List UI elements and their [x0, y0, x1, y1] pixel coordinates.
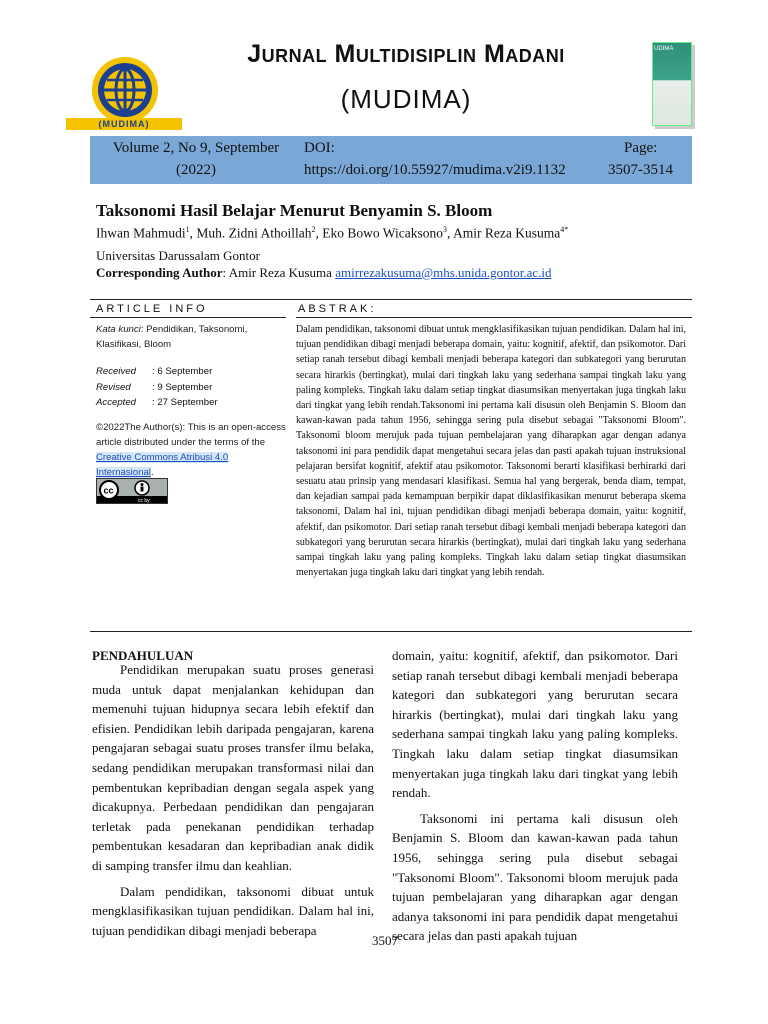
divider: [90, 317, 286, 318]
logo-label: (MUDIMA): [66, 118, 182, 130]
article-title: Taksonomi Hasil Belajar Menurut Benyamin S. Bloom: [96, 201, 493, 220]
body-column-right: [392, 646, 678, 946]
cover-text: UDIMA: [654, 46, 674, 52]
cc-by-label: cc by: [138, 498, 150, 504]
journal-abbreviation: (MUDIMA): [340, 84, 472, 114]
paragraph: Dalam pendidikan, taksonomi dibuat untuk mengklasifikasikan tujuan pendidikan. Dalam hal ini, tujuan pendidikan dibagi menjadi beberapa: [92, 883, 374, 938]
volume-info: Volume 2, No 9, September (2022): [112, 140, 280, 178]
keywords-label: Kata kunci: [96, 324, 141, 335]
license-link[interactable]: Creative Commons Atribusi 4.0 Internasional: [96, 452, 229, 478]
license-end: .: [150, 467, 154, 478]
doi-label: DOI:: [304, 140, 335, 156]
abstract-text: Dalam pendidikan, taksonomi dibuat untuk mengklasifikasikan tujuan pendidikan. Dalam hal ini, tujuan pendidikan dibagi menjadi beberapa domain, yaitu: kognitif, afektif, dan psikomotor. Dari setiap ranah tersebut dibagi kembali menjadi beberapa kategori dan subkategori yang berurutan secara hirarkis (bertingkat), mulai dari tingkah laku yang sederhana sampai tingkah laku yang paling kompleks. Tingkah laku dalam setiap tingkat diasumsikan menyertakan juga tingkah laku dari tingkat yang lebih rendah.Taksonomi ini pertama kali disusun oleh Benjamin S. Bloom dan kawan-kawan pada tahun 1956, sehingga sering pula disebut sebagai "Taksonomi Bloom". Taksonomi bloom merujuk pada tujuan pembelajaran yang diharapkan agar dengan adanya taksonomi ini para pendidik dapat mengetahui secara jelas dan pasti apakah tujuan instruksional pelajaran bersifat kognitif, afektif atau psikomotor. Taksonomi berarti klasifikasi berhirarki dari sesuatu atau prinsip yang mendasari klasifikasi. Semua hal yang bergerak, benda diam, tempat, dan kejadian sampai pada kemampuan berpikir dapat diklasifikasikan menurut beberapa skema taksonomi, Dalam hal ini, tujuan pendidikan dibagi menjadi beberapa domain, yaitu: kognitif, afektif, dan psikomotor. Dari setiap ranah tersebut dibagi kembali menjadi beberapa kategori dan subkategori yang berurutan secara hirarkis (bertingkat), mulai dari tingkah laku yang sederhana sampai tingkah laku yang paling kompleks. Tingkah laku dalam setiap tingkat diasumsikan menyertakan juga tingkah laku dari tingkat yang lebih rendah.: [296, 324, 686, 579]
author-name: Eko Bowo Wicaksono: [322, 225, 443, 241]
author-list: Ihwan Mahmudi$^1$, Muh. Zidni Athoillah$^2$, Eko Bowo Wicaksono$^3$, Amir Reza Kusuma$^{4*}$: [96, 225, 569, 241]
license-text: ©2022The Author(s): This is an open-access article distributed under the terms of the: [96, 422, 286, 448]
author-affil-mark: 1: [185, 225, 190, 234]
accepted-label: Accepted: [96, 397, 137, 408]
accepted-date: : 27 September: [152, 397, 218, 408]
article-info-heading: ARTICLE INFO: [96, 303, 208, 315]
abstract-heading: ABSTRAK:: [298, 303, 377, 315]
license-statement: [96, 420, 286, 480]
paragraph: Taksonomi ini pertama kali disusun oleh Benjamin S. Bloom dan kawan-kawan pada tahun 1956, sehingga sering pula disebut sebagai "Taksonomi Bloom". Taksonomi bloom merujuk pada tujuan pembelajaran yang diharapkan agar dengan adanya taksonomi ini para pendidik dapat mengetahui secara jelas dan pasti apakah tujuan: [392, 810, 678, 944]
author-affil-mark: 3: [442, 225, 447, 234]
paragraph: domain, yaitu: kognitif, afektif, dan psikomotor. Dari setiap ranah tersebut dibagi kembali menjadi beberapa kategori dan subkategori yang berurutan secara hirarkis (bertingkat), mulai dari tingkah laku yang sederhana sampai tingkah laku yang paling kompleks. Tingkah laku dalam setiap tingkat diasumsikan menyertakan juga tingkah laku dari tingkat yang lebih rendah.: [392, 648, 678, 801]
divider: [90, 631, 692, 632]
revised-label: Revised: [96, 381, 131, 393]
keywords: [96, 322, 282, 352]
corresponding-author-name: : Amir Reza Kusuma: [222, 265, 336, 280]
divider: [296, 317, 692, 318]
received-date: : 6 September: [152, 366, 213, 377]
revised-date: : 9 September: [152, 381, 213, 393]
author-name: Muh. Zidni Athoillah: [196, 225, 312, 241]
author-name: Amir Reza Kusuma: [452, 225, 561, 241]
author-name: Ihwan Mahmudi: [96, 225, 186, 241]
body-column-left: [92, 660, 374, 940]
divider: [90, 299, 692, 300]
paragraph: Pendidikan merupakan suatu proses generasi muda untuk dapat menjalankan kehidupan dan memenuhi tujuan hidupnya secara lebih efektif dan efisien. Pendidikan lebih daripada pengajaran, karena pengajaran sebagai suatu proses transfer ilmu belaka, sedang pendidikan merupakan transformasi nilai dan pembentukan kepribadian dengan segala aspek yang dicakupnya. Perbedaan pendidikan dan pengajaran terletak pada penekanan pendidikan terhadap pembentukan kesadaran dan kepribadian anak didik di samping transfer ilmu dan keahlian.: [92, 662, 374, 873]
received-label: Received: [96, 366, 136, 377]
author-affil-mark: 4*: [560, 225, 569, 234]
affiliation: Universitas Darussalam Gontor: [96, 248, 260, 263]
corresponding-author: [96, 265, 552, 281]
page-number: 3507: [372, 933, 398, 948]
section-heading: PENDAHULUAN: [92, 648, 194, 663]
author-affil-mark: 2: [311, 225, 316, 234]
author-email-link[interactable]: amirrezakusuma@mhs.unida.gontor.ac.id: [335, 265, 552, 280]
article-dates: [96, 364, 218, 411]
corresponding-author-label: Corresponding Author: [96, 265, 223, 280]
journal-title: Jurnal Multidisiplin Madani: [247, 40, 565, 68]
cc-by-icon[interactable]: [96, 478, 168, 504]
doi-link[interactable]: https://doi.org/10.55927/mudima.v2i9.1132: [304, 162, 566, 178]
journal-cover-image: [652, 42, 692, 126]
page-label: Page:: [624, 140, 658, 156]
keywords-value: : Pendidikan, Taksonomi, Klasifikasi, Bloom: [96, 324, 248, 350]
svg-text:cc: cc: [103, 485, 114, 496]
globe-logo-icon: [90, 55, 160, 125]
page-range: 3507-3514: [608, 162, 673, 178]
